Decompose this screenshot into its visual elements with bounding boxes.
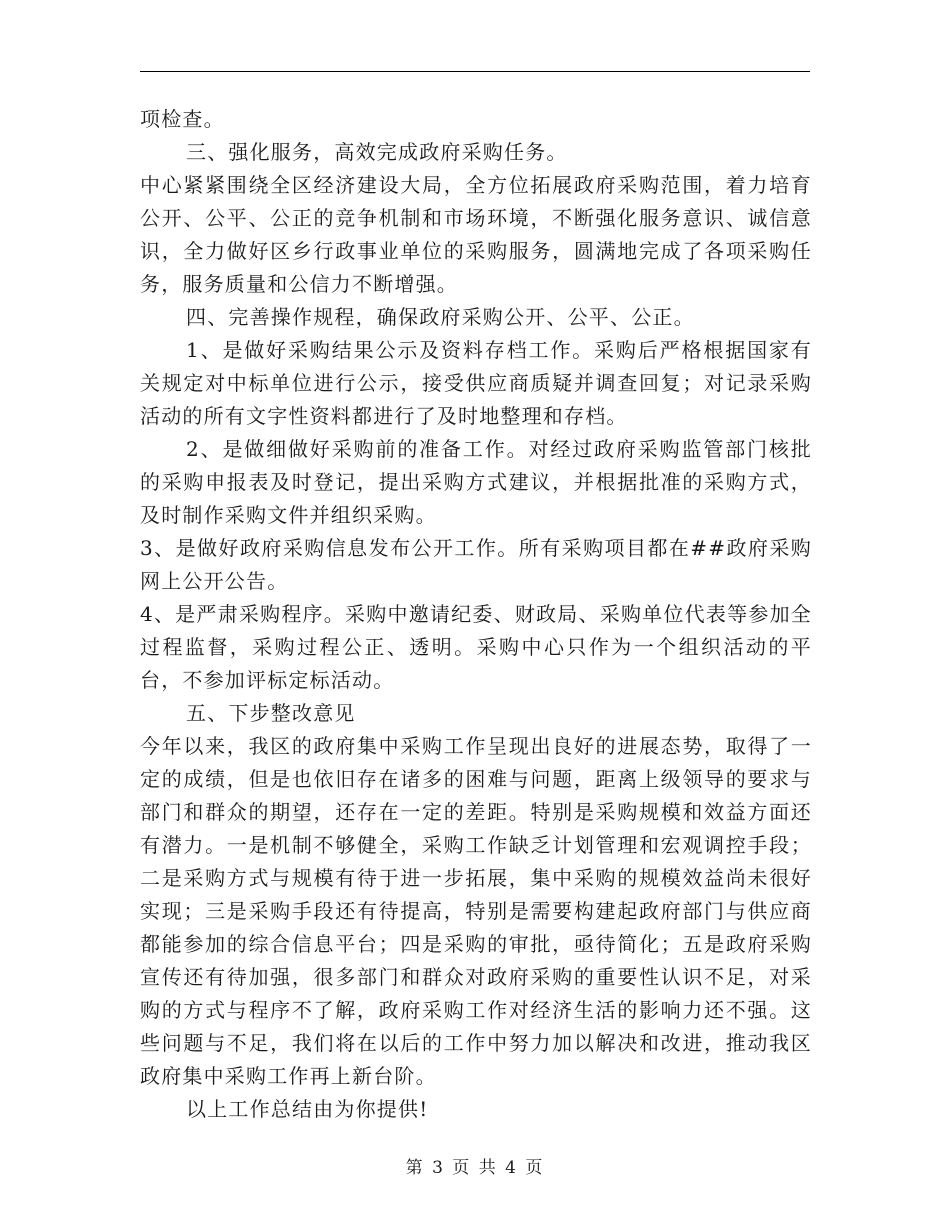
closing-line: 以上工作总结由为你提供!: [186, 1097, 429, 1121]
document-body: [140, 103, 812, 1126]
section-heading: 三、强化服务，高效完成政府采购任务。: [186, 140, 568, 164]
paragraph: 3、是做好政府采购信息发布公开工作。所有采购项目都在##政府采购网上公开公告。: [140, 536, 812, 593]
header-rule: [140, 71, 810, 72]
paragraph: 1、是做好采购结果公示及资料存档工作。采购后严格根据国家有关规定对中标单位进行公示，接受供应商质疑并调查回复；对记录采购活动的所有文字性资料都进行了及时地整理和存档。: [140, 338, 812, 428]
section-heading: 五、下步整改意见: [186, 701, 356, 725]
paragraph: 2、是做细做好采购前的准备工作。对经过政府采购监管部门核批的采购申报表及时登记，提出采购方式建议，并根据批准的采购方式，及时制作采购文件并组织采购。: [140, 437, 812, 527]
paragraph: 今年以来，我区的政府集中采购工作呈现出良好的进展态势，取得了一定的成绩，但是也依旧存在诸多的困难与问题，距离上级领导的要求与部门和群众的期望，还存在一定的差距。特别是采购规模和效益方面还有潜力。一是机制不够健全，采购工作缺乏计划管理和宏观调控手段；二是采购方式与规模有待于进一步拓展，集中采购的规模效益尚未很好实现；三是采购手段还有待提高，特别是需要构建起政府部门与供应商都能参加的综合信息平台；四是采购的审批，亟待简化；五是政府采购宣传还有待加强，很多部门和群众对政府采购的重要性认识不足，对采购的方式与程序不了解，政府采购工作对经济生活的影响力还不强。这些问题与不足，我们将在以后的工作中努力加以解决和改进，推动我区政府集中采购工作再上新台阶。: [140, 734, 812, 1088]
section-heading: 四、完善操作规程，确保政府采购公开、公平、公正。: [186, 305, 695, 329]
paragraph: 项检查。: [140, 107, 225, 131]
paragraph: 4、是严肃采购程序。采购中邀请纪委、财政局、采购单位代表等参加全过程监督，采购过程公正、透明。采购中心只作为一个组织活动的平台，不参加评标定标活动。: [140, 602, 812, 692]
paragraph: 中心紧紧围绕全区经济建设大局，全方位拓展政府采购范围，着力培育公开、公平、公正的竞争机制和市场环境，不断强化服务意识、诚信意识，全力做好区乡行政事业单位的采购服务，圆满地完成了各项采购任务，服务质量和公信力不断增强。: [140, 173, 812, 296]
page-number-footer: 第 3 页 共 4 页: [405, 1158, 545, 1178]
